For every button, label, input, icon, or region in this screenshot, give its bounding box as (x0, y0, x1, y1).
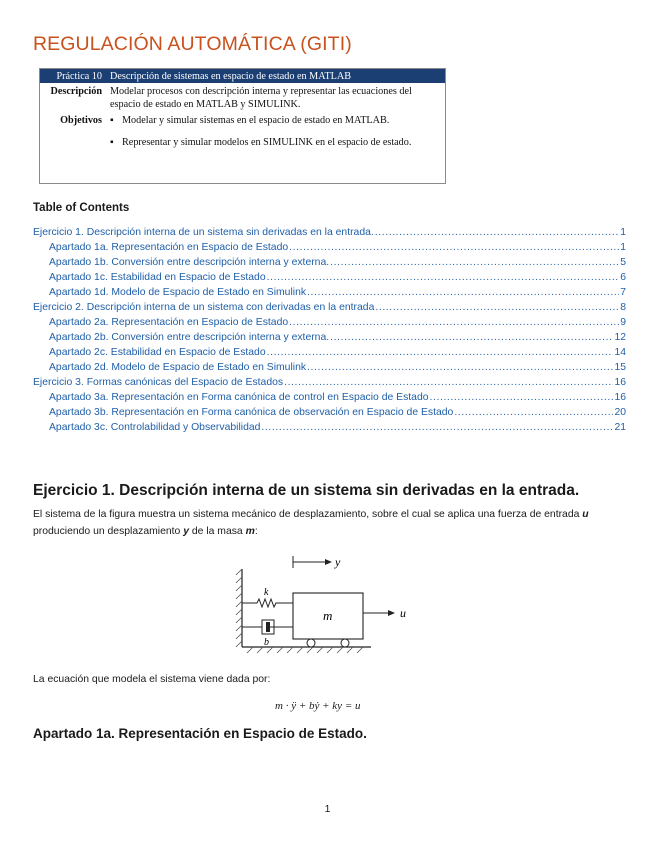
practice-info-table (39, 68, 446, 184)
description-text: Modelar procesos con descripción interna y representar las ecuaciones del espacio de estado en MATLAB y SIMULINK. (110, 86, 412, 110)
toc-entry-page[interactable]: 6 (620, 272, 626, 283)
bullet-icon: ▪ (110, 115, 114, 126)
mass-spring-damper-figure (235, 551, 425, 656)
toc-leader-dots (307, 360, 613, 375)
toc-entry[interactable] (33, 225, 626, 240)
equation: m · ÿ + bẏ + ky = u (275, 700, 361, 712)
toc-entry-title[interactable]: Apartado 1a. Representación en Espacio de Estado (49, 242, 289, 253)
label-m: m (323, 608, 333, 623)
toc-leader-dots (375, 300, 619, 315)
toc-leader-dots (289, 315, 619, 330)
toc-entry-title[interactable]: Apartado 1b. Conversión entre descripción interna y externa. (49, 257, 330, 268)
toc-entry-title[interactable]: Apartado 3a. Representación en Forma canónica de control en Espacio de Estado (49, 392, 429, 403)
toc-entry-title[interactable]: Apartado 2a. Representación en Espacio de Estado (49, 317, 289, 328)
toc-entry-page[interactable]: 16 (614, 392, 626, 403)
objective-text: Modelar y simular sistemas en el espacio de estado en MATLAB. (122, 115, 390, 126)
u-arrow-head (388, 610, 395, 616)
toc-entry-title[interactable]: Apartado 2c. Estabilidad en Espacio de Estado (49, 347, 266, 358)
toc-leader-dots (267, 270, 620, 285)
toc-entry-page[interactable]: 21 (614, 422, 626, 433)
toc-entry-title[interactable]: Apartado 1c. Estabilidad en Espacio de Estado (49, 272, 266, 283)
toc-entry[interactable] (33, 360, 626, 375)
toc-entry-title[interactable]: Ejercicio 2. Descripción interna de un sistema con derivadas en la entrada (33, 302, 375, 313)
toc-entry-page[interactable]: 1 (620, 242, 626, 253)
toc-entry-page[interactable]: 1 (620, 227, 626, 238)
objectives-row (40, 115, 445, 154)
toc-entry[interactable] (33, 240, 626, 255)
toc-entry[interactable] (33, 420, 626, 435)
label-k: k (264, 587, 269, 598)
toc-heading: Table of Contents (33, 202, 130, 214)
objective-text: Representar y simular modelos en SIMULINK en el espacio de estado. (122, 136, 412, 148)
var-u: u (582, 509, 589, 520)
toc-leader-dots (330, 330, 613, 345)
label-b: b (264, 637, 269, 648)
toc-entry-page[interactable]: 15 (614, 362, 626, 373)
bullet-icon: ▪ (110, 136, 114, 148)
toc-entry-title[interactable]: Ejercicio 1. Descripción interna de un sistema sin derivadas en la entrada. (33, 227, 374, 238)
equation-intro: La ecuación que modela el sistema viene dada por: (33, 674, 271, 685)
label-y: y (335, 555, 341, 569)
toc-entry-title[interactable]: Apartado 1d. Modelo de Espacio de Estado en Simulink (49, 287, 307, 298)
var-y: y (183, 526, 189, 537)
exercise-intro (33, 506, 623, 540)
toc-entry[interactable] (33, 345, 626, 360)
toc-entry-page[interactable]: 14 (614, 347, 626, 358)
toc-entry[interactable] (33, 300, 626, 315)
toc-entry-page[interactable]: 16 (614, 377, 626, 388)
objectives-list (110, 115, 445, 154)
toc-leader-dots (267, 345, 614, 360)
practice-code: Práctica 10 (56, 70, 102, 82)
exercise-heading: Ejercicio 1. Descripción interna de un sistema sin derivadas en la entrada. (33, 482, 580, 499)
intro-text: El sistema de la figura muestra un sistema mecánico de desplazamiento, sobre el cual se aplica una fuerza de entrada (33, 509, 583, 520)
toc-entry-page[interactable]: 5 (620, 257, 626, 268)
toc-entry-page[interactable]: 9 (620, 317, 626, 328)
toc-leader-dots (430, 390, 614, 405)
objective-item (110, 115, 437, 128)
description-label: Descripción (50, 86, 102, 97)
y-arrow-head (325, 559, 332, 565)
description-row (40, 86, 445, 111)
wheel-right (341, 639, 349, 647)
toc-entry-page[interactable]: 8 (620, 302, 626, 313)
intro-text: produciendo un desplazamiento (33, 526, 184, 537)
document-title: REGULACIÓN AUTOMÁTICA (GITI) (33, 33, 352, 55)
practice-subject: Descripción de sistemas en espacio de estado en MATLAB (110, 70, 352, 82)
objectives-label: Objetivos (60, 115, 102, 126)
toc-entry-title[interactable]: Apartado 2d. Modelo de Espacio de Estado en Simulink (49, 362, 307, 373)
table-of-contents (33, 225, 626, 435)
practice-header-row (40, 69, 445, 83)
toc-leader-dots (330, 255, 619, 270)
toc-entry[interactable] (33, 330, 626, 345)
toc-entry[interactable] (33, 255, 626, 270)
toc-entry[interactable] (33, 375, 626, 390)
wall-hatching (236, 569, 242, 647)
toc-leader-dots (307, 285, 619, 300)
toc-entry-page[interactable]: 20 (614, 407, 626, 418)
toc-entry[interactable] (33, 285, 626, 300)
toc-entry-title[interactable]: Apartado 3c. Controlabilidad y Observabilidad (49, 422, 261, 433)
toc-entry[interactable] (33, 405, 626, 420)
toc-leader-dots (284, 375, 613, 390)
toc-leader-dots (454, 405, 613, 420)
label-u: u (400, 606, 406, 620)
toc-entry-page[interactable]: 7 (620, 287, 626, 298)
objective-item (110, 137, 437, 150)
toc-entry[interactable] (33, 270, 626, 285)
toc-leader-dots (375, 225, 619, 240)
intro-text: : (254, 526, 258, 537)
spring (242, 599, 293, 607)
toc-entry[interactable] (33, 315, 626, 330)
toc-leader-dots (261, 420, 613, 435)
toc-leader-dots (289, 240, 619, 255)
subsection-heading: Apartado 1a. Representación en Espacio de Estado. (33, 726, 367, 741)
damper-piston (266, 622, 270, 632)
toc-entry-title[interactable]: Apartado 2b. Conversión entre descripción interna y externa. (49, 332, 330, 343)
toc-entry[interactable] (33, 390, 626, 405)
toc-entry-title[interactable]: Ejercicio 3. Formas canónicas del Espacio de Estados (33, 377, 284, 388)
page-number: 1 (324, 804, 331, 815)
toc-entry-title[interactable]: Apartado 3b. Representación en Forma canónica de observación en Espacio de Estado (49, 407, 454, 418)
intro-text: de la masa (188, 526, 246, 537)
var-m: m (245, 526, 255, 537)
toc-entry-page[interactable]: 12 (614, 332, 626, 343)
wheel-left (307, 639, 315, 647)
